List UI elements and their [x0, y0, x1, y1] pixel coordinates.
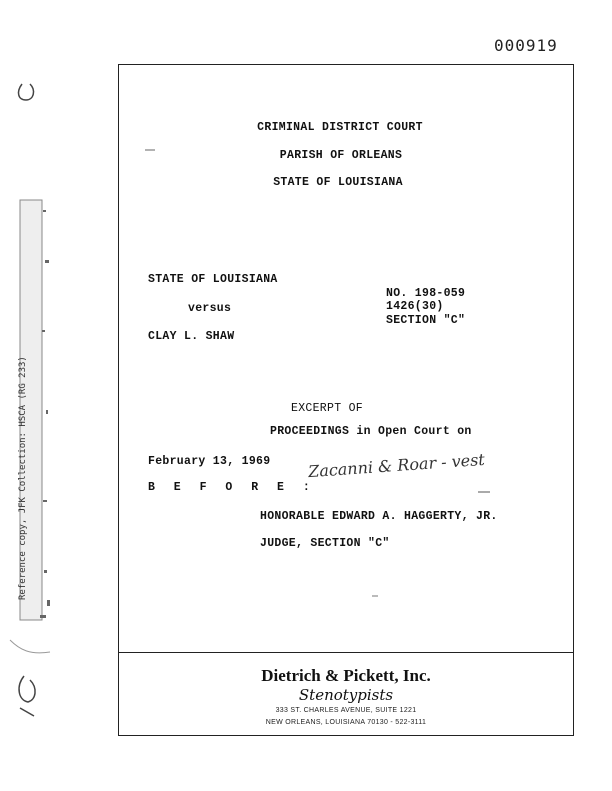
court-name: CRIMINAL DISTRICT COURT	[257, 121, 423, 134]
versus-label: versus	[188, 302, 232, 315]
page-number: 000919	[494, 36, 558, 55]
defendant-name: CLAY L. SHAW	[148, 330, 235, 343]
company-address-line2: NEW ORLEANS, LOUISIANA 70130 - 522-3111	[265, 719, 427, 726]
judge-section: JUDGE, SECTION "C"	[260, 537, 390, 550]
company-address-line1: 333 ST. CHARLES AVENUE, SUITE 1221	[275, 707, 417, 714]
plaintiff-name: STATE OF LOUISIANA	[148, 273, 278, 286]
state-name: STATE OF LOUISIANA	[273, 176, 403, 189]
case-reference: 1426(30)	[386, 300, 444, 313]
binding-texture	[10, 640, 50, 653]
handwritten-note: Zacanni & Roar - vest	[307, 449, 486, 482]
archive-reference-label: Reference copy, JFK Collection: HSCA (RG 233)	[18, 356, 28, 600]
excerpt-heading: EXCERPT OF	[290, 402, 364, 415]
case-number: NO. 198-059	[386, 287, 466, 300]
parish-name: PARISH OF ORLEANS	[279, 149, 403, 162]
footer-divider	[118, 652, 574, 653]
binding-hole-top	[19, 84, 34, 100]
judge-name: HONORABLE EDWARD A. HAGGERTY, JR.	[260, 510, 498, 523]
company-tagline: Stenotypists	[298, 686, 394, 704]
court-section: SECTION "C"	[386, 314, 466, 327]
company-name: Dietrich & Pickett, Inc.	[261, 666, 431, 685]
binding-hole-bottom	[19, 676, 35, 716]
before-label: B E F O R E :	[148, 481, 316, 494]
hearing-date: February 13, 1969	[148, 455, 271, 468]
document-frame	[118, 64, 574, 736]
proceedings-line: PROCEEDINGS in Open Court on	[270, 425, 472, 438]
